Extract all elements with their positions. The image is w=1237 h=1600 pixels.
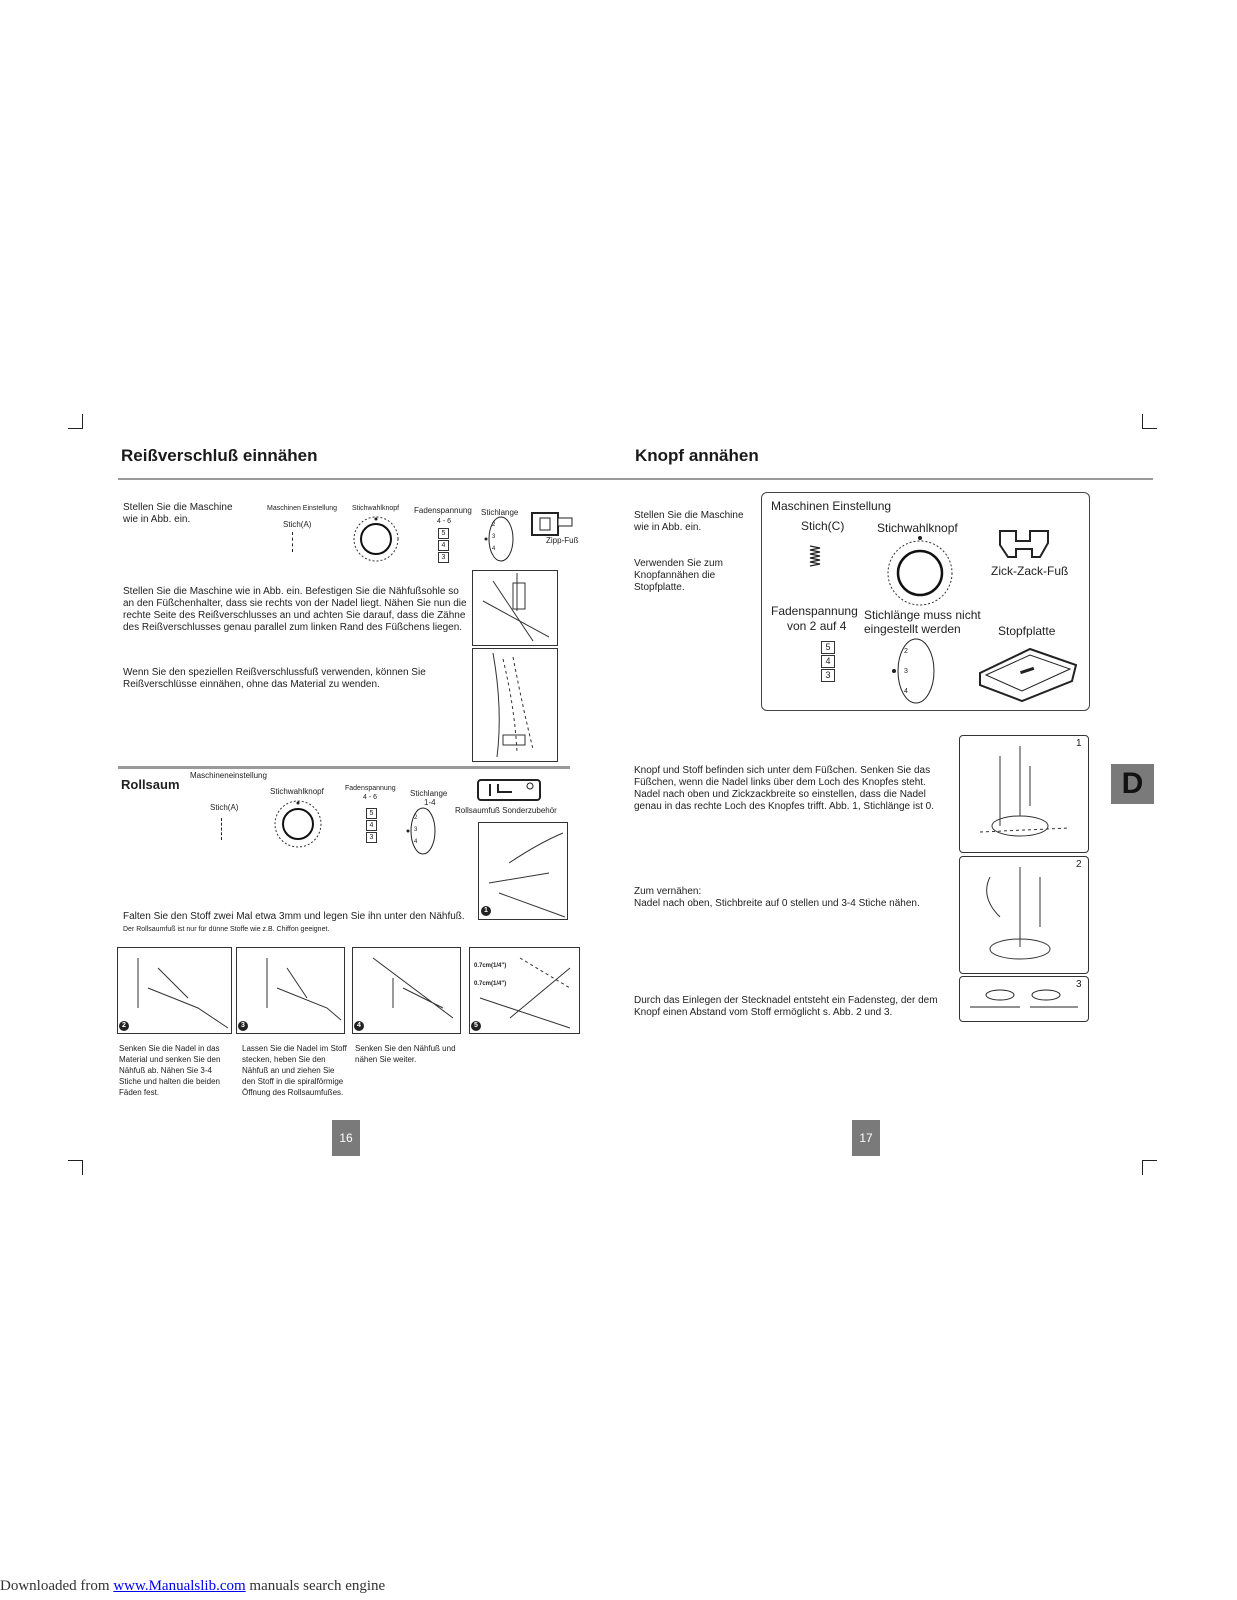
stitch-length-dial-icon <box>406 806 440 856</box>
stitch-length-dial-icon <box>484 515 518 563</box>
rollsaum-length-numbers <box>414 812 417 848</box>
straight-stitch-icon <box>221 818 223 840</box>
rollsaum-selector-label: Stichwahlknopf <box>270 787 324 796</box>
tension-number: 5 <box>438 528 449 539</box>
button-figure-1 <box>959 735 1089 853</box>
length-number: 4 <box>414 839 418 845</box>
footer <box>0 1578 385 1595</box>
right-title: Knopf annähen <box>635 446 759 465</box>
zip-tension-value: 4 - 6 <box>437 518 452 525</box>
tension-dial-icon <box>366 808 377 843</box>
tension-label: Fadenspannung <box>771 604 858 618</box>
crop-mark-top-left <box>68 414 83 429</box>
zip-paragraph-2: Wenn Sie den speziellen Reißverschlussfuß verwenden, können Sie Reißverschlüsse einnähen, ohne das Material zu wenden. <box>123 667 426 690</box>
right-intro: Stellen Sie die Maschine wie in Abb. ein. <box>634 510 744 533</box>
step-2-text: Senken Sie die Nadel in das Material und senken Sie den Nähfuß ab. Nähen Sie 3-4 Stiche und halten die beiden Fäden fest. <box>119 1044 221 1097</box>
zip-length-numbers <box>492 519 495 555</box>
length-number: 4 <box>492 546 496 552</box>
crop-mark-bottom-left <box>68 1160 83 1175</box>
right-paragraph-3: Durch das Einlegen der Stecknadel entsteht ein Fadensteg, der dem Knopf einen Abstand vom Stoff ermöglicht s. Abb. 2 und 3. <box>634 995 938 1018</box>
right-paragraph-1: Knopf und Stoff befinden sich unter dem Füßchen. Senken Sie das Füßchen, wenn die Nadel links über dem Loch des Knopfes steht. Nadel nach oben und Zickzackbreite so einstellen, dass die Nadel genau in das rechte Loch des Knopfes trifft. Abb. 1, Stichlänge ist 0. <box>634 765 935 812</box>
step-number-1: 1 <box>481 906 491 916</box>
button-figure-3 <box>959 976 1089 1022</box>
zip-selector-label: Stichwahlknopf <box>352 505 400 512</box>
tension-number: 4 <box>821 655 835 668</box>
step-number-3: 3 <box>238 1021 248 1031</box>
length-number: 3 <box>492 534 496 540</box>
length-note-line-1: Stichlänge muss nicht <box>864 608 981 622</box>
zip-paragraph-1: Stellen Sie die Maschine wie in Abb. ein. Befestigen Sie die Nähfußsohle so an den Füßchenhalter, dass sie rechts von der Nadel liegt. Nähen Sie nun die rechte Seite des Reißverschlusses an und achten Sie darauf, dass die Zähne des Reißverschlusses genau parallel zum linken Rand des Füßchens liegen. <box>123 586 467 633</box>
length-dial-numbers <box>904 642 908 702</box>
rollsaum-figure-3 <box>236 947 345 1034</box>
zigzag-stitch-icon <box>808 544 822 568</box>
step-3-text: Lassen Sie die Nadel im Stoff stecken, heben Sie den Nähfuß an und ziehen Sie den Stoff in die spiralförmige Öffnung des Rollsaumfußes. <box>242 1044 347 1097</box>
zip-stitch-label: Stich(A) <box>283 520 312 529</box>
tension-dial-icon <box>438 528 449 563</box>
footer-link[interactable]: www.Manualslib.com <box>113 1578 246 1594</box>
zip-tension-label: Fadenspannung <box>414 506 472 515</box>
rollsaum-figure-1 <box>478 822 568 920</box>
rollsaum-fold-text: Falten Sie den Stoff zwei Mal etwa 3mm und legen Sie ihn unter den Nähfuß. <box>123 911 465 922</box>
length-number: 2 <box>904 648 908 655</box>
length-number: 2 <box>492 522 496 528</box>
rolled-hem-foot-icon <box>476 778 542 804</box>
rollsaum-machine-label: Maschineneinstellung <box>190 771 267 780</box>
step-number-4: 4 <box>354 1021 364 1031</box>
straight-stitch-icon <box>292 532 294 552</box>
tension-number: 5 <box>821 641 835 654</box>
right-para2-title: Zum vernähen: <box>634 886 702 897</box>
rollsaum-foot-label: Rollsaumfuß Sonderzubehör <box>455 806 557 815</box>
rollsaum-tension-value: 4 - 6 <box>363 794 378 801</box>
rollsaum-title: Rollsaum <box>121 777 180 792</box>
tension-dial-icon <box>821 641 835 682</box>
figure-number-3: 3 <box>1076 979 1082 990</box>
selector-label: Stichwahlknopf <box>877 521 958 535</box>
left-intro: Stellen Sie die Maschine wie in Abb. ein. <box>123 502 233 525</box>
page-number-right: 17 <box>852 1120 880 1156</box>
rollsaum-length-label: Stichlange <box>410 789 448 798</box>
footer-prefix: Downloaded from <box>0 1578 114 1594</box>
use-plate-text: Verwenden Sie zum Knopfannähen die Stopfplatte. <box>634 558 723 593</box>
length-number: 4 <box>904 688 908 695</box>
zigzag-foot-label: Zick-Zack-Fuß <box>991 564 1069 578</box>
section-divider <box>118 766 570 769</box>
figure-number-2: 2 <box>1076 859 1082 870</box>
darning-plate-label: Stopfplatte <box>998 624 1056 638</box>
selector-dial-icon <box>352 515 400 563</box>
rollsaum-figure-2 <box>117 947 232 1034</box>
length-number: 3 <box>904 668 908 675</box>
zip-foot-label: Zipp-Fuß <box>546 536 579 545</box>
length-number: 2 <box>414 815 418 821</box>
darning-plate-icon <box>976 645 1080 703</box>
zip-length-label: Stichlange <box>481 508 519 517</box>
machine-setting-title: Maschinen Einstellung <box>771 499 892 513</box>
selector-dial-large-icon <box>884 535 956 607</box>
zigzag-foot-icon <box>996 527 1052 561</box>
left-title: Reißverschluß einnähen <box>121 446 318 465</box>
length-number: 3 <box>414 827 418 833</box>
zip-figure-2 <box>472 648 558 762</box>
tension-number: 3 <box>821 669 835 682</box>
step-4-text: Senken Sie den Nähfuß und nähen Sie weiter. <box>355 1044 456 1064</box>
selector-dial-icon <box>273 799 323 849</box>
rollsaum-figure-4 <box>352 947 461 1034</box>
crop-mark-top-right <box>1142 414 1157 429</box>
rollsaum-note: Der Rollsaumfuß ist nur für dünne Stoffe wie z.B. Chiffon geeignet. <box>123 926 330 933</box>
tension-value: von 2 auf 4 <box>787 619 847 633</box>
figure-number-1: 1 <box>1076 738 1082 749</box>
step-number-5: 5 <box>471 1021 481 1031</box>
footer-suffix: manuals search engine <box>245 1578 386 1594</box>
dimension-b: 0.7cm(1/4") <box>474 981 507 987</box>
tension-number: 5 <box>366 808 377 819</box>
rollsaum-stitch-label: Stich(A) <box>210 803 239 812</box>
zip-machine-setting-label: Maschinen Einstellung <box>267 505 338 512</box>
page-number-left: 16 <box>332 1120 360 1156</box>
tension-number: 3 <box>366 832 377 843</box>
length-note-line-2: eingestellt werden <box>864 622 961 636</box>
rollsaum-length-value: 1-4 <box>424 798 436 807</box>
dimension-a: 0.7cm(1/4") <box>474 963 507 969</box>
rollsaum-figure-5 <box>469 947 580 1034</box>
tension-number: 4 <box>366 820 377 831</box>
zip-figure-1 <box>472 570 558 646</box>
stitch-c-label: Stich(C) <box>801 519 845 533</box>
crop-mark-bottom-right <box>1142 1160 1157 1175</box>
button-figure-2 <box>959 856 1089 974</box>
language-tab: D <box>1111 764 1154 804</box>
right-paragraph-2: Nadel nach oben, Stichbreite auf 0 stellen und 3-4 Stiche nähen. <box>634 898 920 909</box>
tension-number: 3 <box>438 552 449 563</box>
title-rule <box>118 478 1153 480</box>
tension-number: 4 <box>438 540 449 551</box>
rollsaum-tension-label: Fadenspannung <box>345 785 396 792</box>
stitch-length-dial-icon <box>890 637 940 705</box>
step-number-2: 2 <box>119 1021 129 1031</box>
